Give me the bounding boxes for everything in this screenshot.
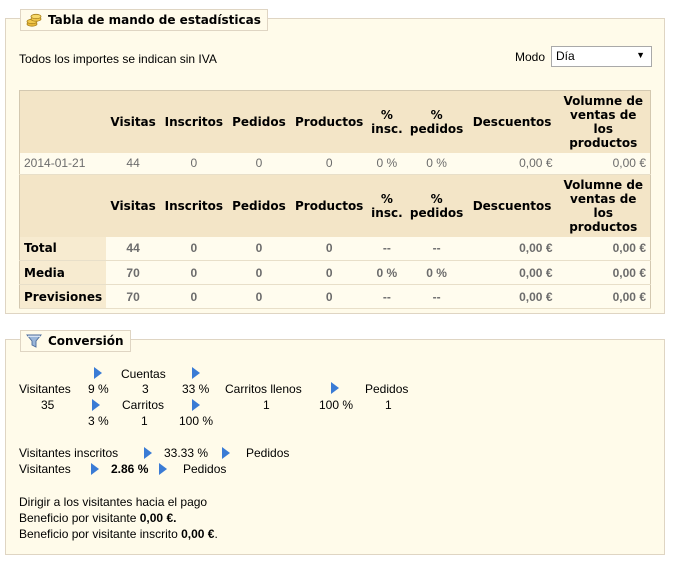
arrow-right-icon — [222, 447, 230, 459]
table-cell: -- — [368, 237, 405, 261]
table-cell: -- — [406, 285, 468, 309]
row-date: 2014-01-21 — [20, 153, 107, 175]
table-cell: 44 — [106, 237, 160, 261]
visitantes-label: Visitantes — [19, 382, 71, 396]
profit-per-visitor-value: 0,00 €. — [139, 511, 177, 525]
table-cell: 0,00 € — [468, 237, 557, 261]
arrow-right-icon — [159, 463, 167, 475]
row-label: Previsiones — [20, 285, 107, 309]
arrow-right-icon — [192, 367, 200, 379]
cuentas-count: 3 — [142, 382, 149, 396]
stats-dashboard-panel — [5, 13, 665, 314]
line1-target: Pedidos — [246, 446, 290, 460]
line1-pct: 33.33 % — [164, 446, 209, 460]
table-cell: 0 % — [368, 153, 405, 175]
funnel-icon — [26, 333, 42, 349]
table-header-row — [20, 91, 651, 153]
conversion-panel-title: Conversión — [48, 334, 124, 348]
table-cell: 70 — [106, 261, 160, 285]
table-header-blank — [20, 91, 107, 153]
line2-pct: 2.86 % — [111, 462, 149, 476]
table-cell: 0 — [160, 153, 228, 175]
conversion-panel — [5, 334, 665, 555]
summary-row-previsiones — [20, 285, 651, 309]
table-cell: 0 — [160, 261, 228, 285]
carritos-llenos-count: 1 — [263, 398, 270, 412]
col-header: % pedidos — [406, 175, 468, 237]
col-header: Visitas — [106, 175, 160, 237]
pct-cuentas-to-carritos: 33 % — [182, 382, 210, 396]
table-cell: 0 — [290, 285, 368, 309]
table-cell: 0 — [160, 237, 228, 261]
table-cell: 0,00 € — [557, 237, 651, 261]
arrow-right-icon — [331, 382, 339, 394]
profit-per-visitor — [19, 511, 176, 525]
summary-row-media — [20, 261, 651, 285]
col-header: % insc. — [368, 91, 405, 153]
summary-row-total — [20, 237, 651, 261]
table-cell: 0 % — [368, 261, 405, 285]
table-cell: 44 — [106, 153, 160, 175]
table-cell: 0,00 € — [468, 285, 557, 309]
table-cell: 0 — [290, 153, 368, 175]
mode-label: Modo — [515, 50, 546, 64]
line2-target: Pedidos — [183, 462, 227, 476]
col-header: Volumne de ventas de los productos — [557, 91, 651, 153]
table-cell: 0 — [228, 237, 291, 261]
carritos-label: Carritos — [122, 398, 165, 412]
mode-selected-value: Día — [556, 49, 575, 63]
table-cell: 0 — [228, 153, 291, 175]
table-cell: 0 % — [406, 153, 468, 175]
stats-panel-legend — [20, 9, 268, 31]
col-header: Inscritos — [160, 175, 228, 237]
table-cell: 0,00 € — [468, 261, 557, 285]
table-cell: 0,00 € — [557, 153, 651, 175]
table-cell: -- — [368, 285, 405, 309]
footer-heading: Dirigir a los visitantes hacia el pago — [19, 495, 208, 509]
table-cell: 0,00 € — [557, 285, 651, 309]
profit-per-registered — [19, 527, 218, 541]
arrow-right-icon — [192, 399, 200, 411]
table-header-row — [20, 175, 651, 237]
table-cell: 70 — [106, 285, 160, 309]
profit-per-registered-end: . — [214, 527, 218, 541]
pct-to-carritos: 3 % — [88, 414, 109, 428]
table-row — [20, 153, 651, 175]
table-cell: 0 % — [406, 261, 468, 285]
line2-label: Visitantes — [19, 462, 71, 476]
table-cell: 0,00 € — [557, 261, 651, 285]
pct-carritos-to-llenos: 100 % — [179, 414, 214, 428]
table-cell: 0 — [290, 261, 368, 285]
stats-panel-title: Tabla de mando de estadísticas — [48, 13, 261, 27]
stats-table — [19, 90, 651, 309]
table-cell: 0 — [228, 261, 291, 285]
table-cell: 0,00 € — [468, 153, 557, 175]
col-header: Descuentos — [468, 175, 557, 237]
col-header: Pedidos — [228, 175, 291, 237]
arrow-right-icon — [144, 447, 152, 459]
pct-to-cuentas: 9 % — [88, 382, 109, 396]
profit-per-registered-value: 0,00 € — [181, 527, 215, 541]
arrow-right-icon — [94, 367, 102, 379]
col-header: Pedidos — [228, 91, 291, 153]
table-cell: 0 — [228, 285, 291, 309]
pedidos-count: 1 — [385, 398, 392, 412]
row-label: Media — [20, 261, 107, 285]
col-header: Productos — [290, 91, 368, 153]
table-cell: 0 — [160, 285, 228, 309]
conversion-panel-legend — [20, 330, 131, 352]
pedidos-label: Pedidos — [365, 382, 409, 396]
mode-select[interactable] — [551, 46, 652, 67]
table-cell: -- — [406, 237, 468, 261]
line1-label: Visitantes inscritos — [19, 446, 119, 460]
col-header: % insc. — [368, 175, 405, 237]
carritos-count: 1 — [141, 414, 148, 428]
carritos-llenos-label: Carritos llenos — [225, 382, 302, 396]
coins-icon — [26, 12, 42, 28]
chevron-down-icon: ▼ — [636, 50, 645, 60]
col-header: % pedidos — [406, 91, 468, 153]
profit-per-registered-label: Beneficio por visitante inscrito — [19, 527, 178, 541]
col-header: Inscritos — [160, 91, 228, 153]
pct-to-pedidos: 100 % — [319, 398, 354, 412]
row-label: Total — [20, 237, 107, 261]
tax-note: Todos los importes se indican sin IVA — [19, 52, 217, 66]
profit-per-visitor-label: Beneficio por visitante — [19, 511, 137, 525]
col-header: Productos — [290, 175, 368, 237]
col-header: Visitas — [106, 91, 160, 153]
table-header-blank — [20, 175, 107, 237]
col-header: Volumne de ventas de los productos — [557, 175, 651, 237]
col-header: Descuentos — [468, 91, 557, 153]
cuentas-label: Cuentas — [121, 367, 166, 381]
arrow-right-icon — [92, 399, 100, 411]
visitantes-count: 35 — [41, 398, 55, 412]
table-cell: 0 — [290, 237, 368, 261]
arrow-right-icon — [91, 463, 99, 475]
